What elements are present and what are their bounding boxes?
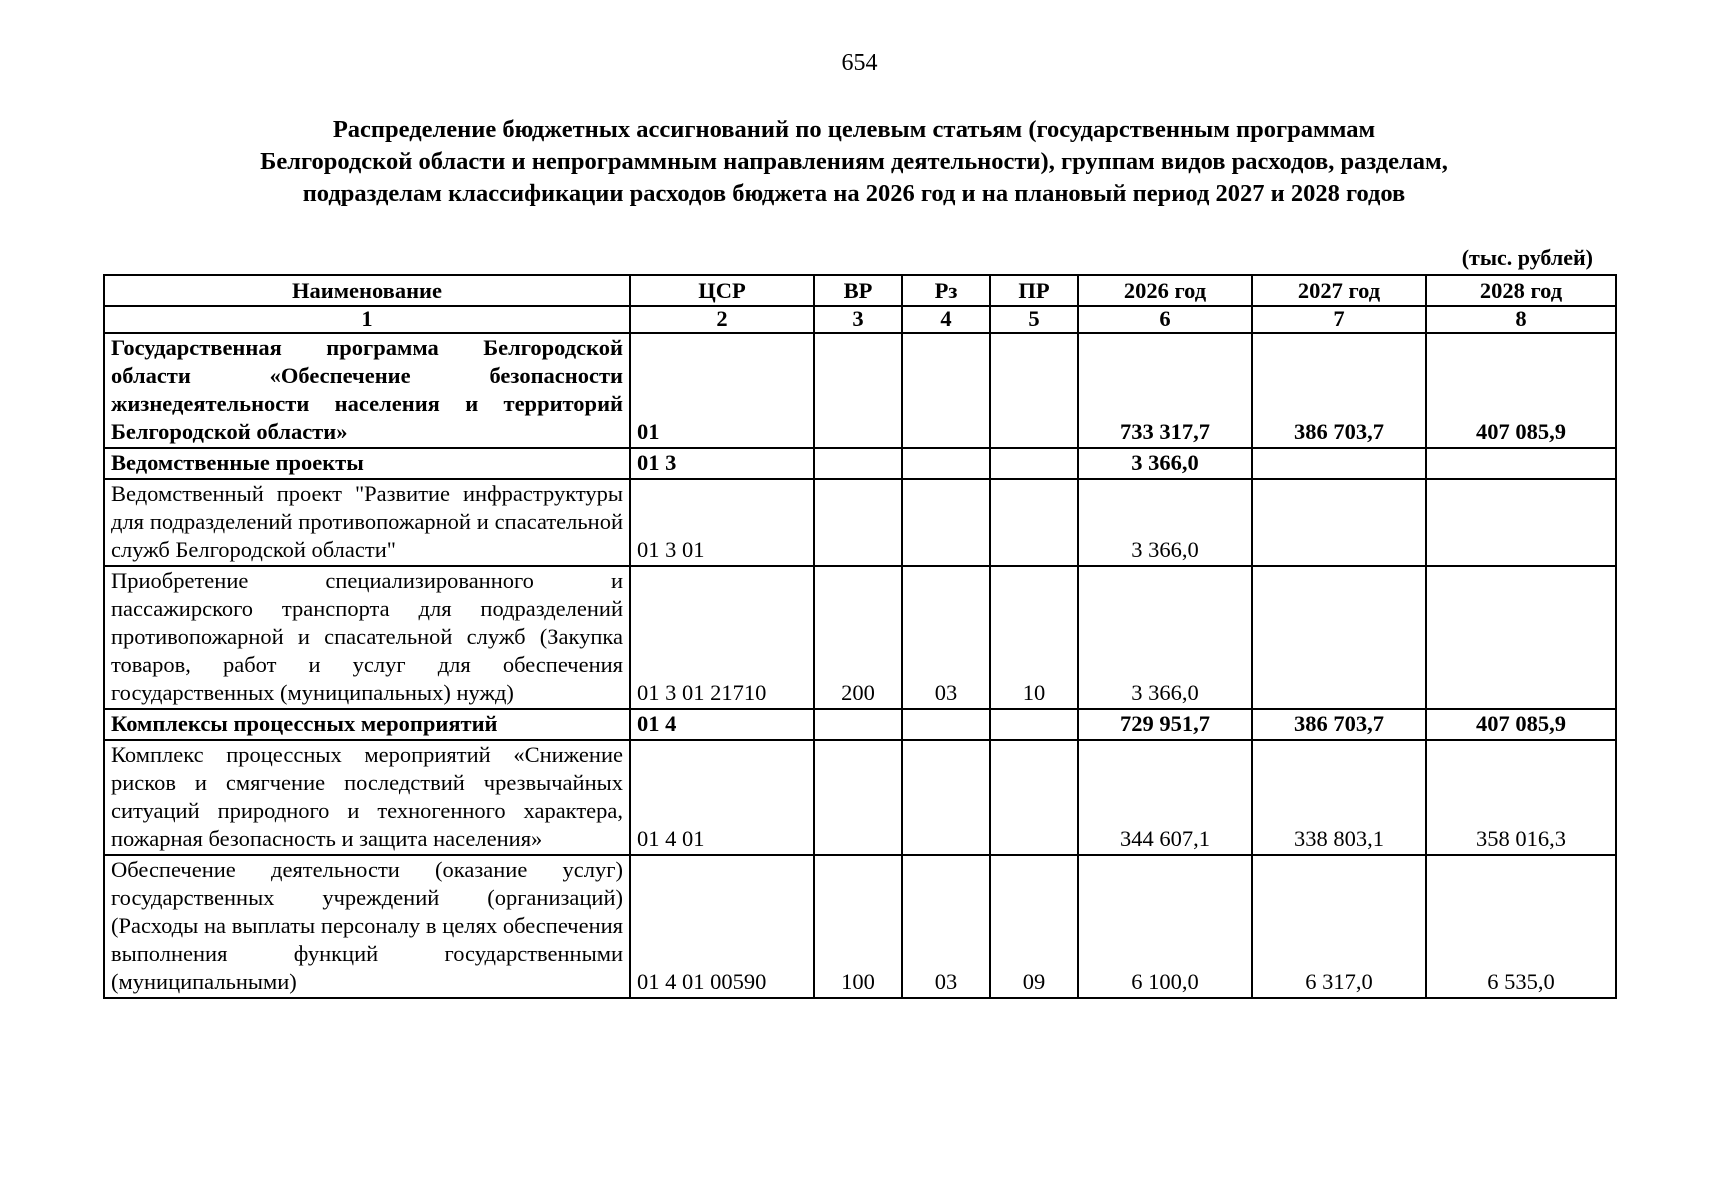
table-row <box>104 566 1616 709</box>
row-pr: 09 <box>990 855 1078 998</box>
row-name: Ведомственные проекты <box>104 448 630 479</box>
row-amount-2026: 3 366,0 <box>1078 566 1252 709</box>
row-rz <box>902 448 990 479</box>
units-label: (тыс. рублей) <box>1461 245 1593 270</box>
row-pr: 10 <box>990 566 1078 709</box>
column-number: 8 <box>1426 306 1616 333</box>
row-csr: 01 4 01 00590 <box>630 855 814 998</box>
header-name: Наименование <box>104 275 630 306</box>
row-amount-2026: 3 366,0 <box>1078 479 1252 566</box>
row-amount-2028: 6 535,0 <box>1426 855 1616 998</box>
table-row <box>104 855 1616 998</box>
row-amount-2027: 386 703,7 <box>1252 709 1426 740</box>
column-number-row <box>104 306 1616 333</box>
column-number: 4 <box>902 306 990 333</box>
row-rz: 03 <box>902 566 990 709</box>
document-title <box>100 114 1608 210</box>
row-name: Приобретение специализированного и пассажирского транспорта для подразделений противопожарной и спасательной служб (Закупка товаров, работ и услуг для обеспечения государственных (муниципальных) нужд) <box>104 566 630 709</box>
title-line: Распределение бюджетных ассигнований по целевым статьям (государственным программам <box>332 116 1376 143</box>
row-pr <box>990 740 1078 855</box>
row-rz <box>902 709 990 740</box>
header-rz: Рз <box>902 275 990 306</box>
row-name: Обеспечение деятельности (оказание услуг) государственных учреждений (организаций) (Расходы на выплаты персоналу в целях обеспечения выполнения функций государственными (муниципальными) <box>104 855 630 998</box>
row-pr <box>990 709 1078 740</box>
title-line: Белгородской области и непрограммным направлениям деятельности), группам видов расходов, разделам, <box>260 148 1448 175</box>
row-amount-2026: 729 951,7 <box>1078 709 1252 740</box>
row-amount-2028: 358 016,3 <box>1426 740 1616 855</box>
row-amount-2026: 344 607,1 <box>1078 740 1252 855</box>
header-2027: 2027 год <box>1252 275 1426 306</box>
row-amount-2026: 6 100,0 <box>1078 855 1252 998</box>
row-name: Комплексы процессных мероприятий <box>104 709 630 740</box>
row-amount-2027 <box>1252 479 1426 566</box>
column-number: 5 <box>990 306 1078 333</box>
row-csr: 01 <box>630 333 814 448</box>
row-amount-2028: 407 085,9 <box>1426 709 1616 740</box>
header-2026: 2026 год <box>1078 275 1252 306</box>
row-csr: 01 4 01 <box>630 740 814 855</box>
row-amount-2028 <box>1426 566 1616 709</box>
row-vr <box>814 333 902 448</box>
row-amount-2026: 733 317,7 <box>1078 333 1252 448</box>
table-row <box>104 740 1616 855</box>
row-vr <box>814 479 902 566</box>
budget-table <box>103 274 1617 999</box>
column-number: 6 <box>1078 306 1252 333</box>
column-number: 3 <box>814 306 902 333</box>
column-number: 7 <box>1252 306 1426 333</box>
header-csr: ЦСР <box>630 275 814 306</box>
row-csr: 01 3 01 <box>630 479 814 566</box>
row-amount-2027: 338 803,1 <box>1252 740 1426 855</box>
table-row <box>104 448 1616 479</box>
row-vr <box>814 740 902 855</box>
row-name: Ведомственный проект "Развитие инфраструктуры для подразделений противопожарной и спасательной служб Белгородской области" <box>104 479 630 566</box>
row-amount-2028 <box>1426 448 1616 479</box>
row-rz <box>902 479 990 566</box>
row-rz <box>902 740 990 855</box>
row-csr: 01 4 <box>630 709 814 740</box>
row-amount-2028: 407 085,9 <box>1426 333 1616 448</box>
row-vr <box>814 448 902 479</box>
table-row <box>104 709 1616 740</box>
title-line: подразделам классификации расходов бюджета на 2026 год и на плановый период 2027 и 2028 годов <box>302 180 1406 207</box>
row-rz: 03 <box>902 855 990 998</box>
row-amount-2027: 6 317,0 <box>1252 855 1426 998</box>
page-number: 654 <box>841 50 878 76</box>
row-csr: 01 3 01 21710 <box>630 566 814 709</box>
header-row <box>104 275 1616 306</box>
row-vr: 100 <box>814 855 902 998</box>
row-pr <box>990 479 1078 566</box>
row-name: Государственная программа Белгородской области «Обеспечение безопасности жизнедеятельности населения и территорий Белгородской области» <box>104 333 630 448</box>
row-rz <box>902 333 990 448</box>
row-amount-2027: 386 703,7 <box>1252 333 1426 448</box>
header-pr: ПР <box>990 275 1078 306</box>
row-csr: 01 3 <box>630 448 814 479</box>
row-name: Комплекс процессных мероприятий «Снижение рисков и смягчение последствий чрезвычайных ситуаций природного и техногенного характера, пожарная безопасность и защита населения» <box>104 740 630 855</box>
row-amount-2027 <box>1252 448 1426 479</box>
table-row <box>104 333 1616 448</box>
column-number: 1 <box>104 306 630 333</box>
row-amount-2027 <box>1252 566 1426 709</box>
column-number: 2 <box>630 306 814 333</box>
header-vr: ВР <box>814 275 902 306</box>
row-vr: 200 <box>814 566 902 709</box>
header-2028: 2028 год <box>1426 275 1616 306</box>
row-pr <box>990 333 1078 448</box>
row-pr <box>990 448 1078 479</box>
row-amount-2026: 3 366,0 <box>1078 448 1252 479</box>
table-row <box>104 479 1616 566</box>
row-amount-2028 <box>1426 479 1616 566</box>
row-vr <box>814 709 902 740</box>
